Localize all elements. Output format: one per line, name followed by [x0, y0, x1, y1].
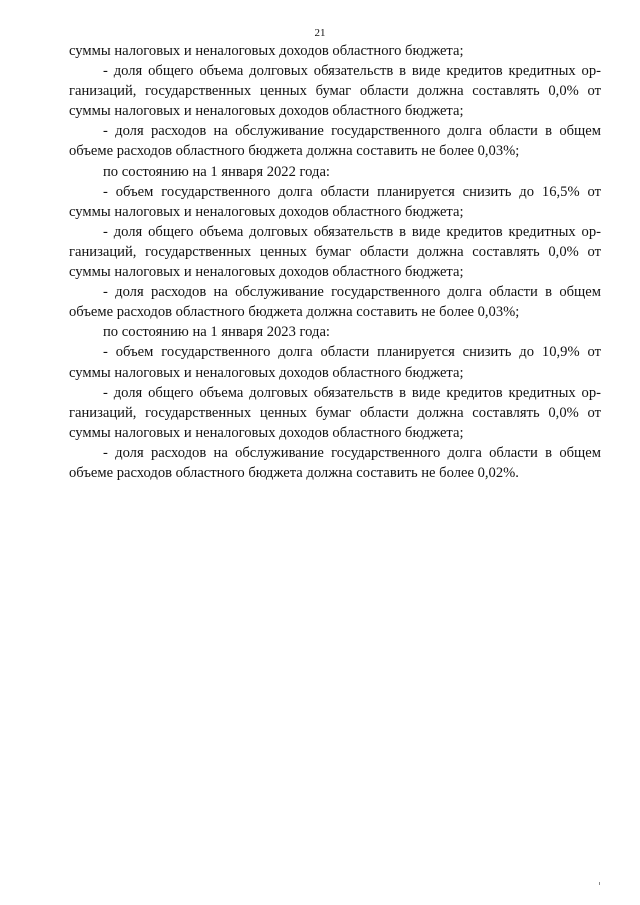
paragraph-item: - доля общего объема долговых обязательств в виде кредитов кредитных организаций, государственных ценных бумаг области должна составлять 0,0% от суммы налоговых и неналоговых доходов областного бюджета;: [69, 223, 601, 281]
paragraph-continuation: суммы налоговых и неналоговых доходов областного бюджета;: [69, 43, 464, 59]
paragraph-item: - объем государственного долга области планируется снизить до 16,5% от суммы налоговых и неналоговых доходов областного бюджета;: [69, 183, 601, 220]
paragraph-item: - объем государственного долга области планируется снизить до 10,9% от суммы налоговых и неналоговых доходов областного бюджета;: [69, 344, 601, 381]
page-number: 21: [314, 27, 326, 39]
paragraph-item: - доля расходов на обслуживание государственного долга области в общем объеме расходов областного бюджета должна составить не более 0,02%.: [69, 444, 601, 481]
document-body: [69, 41, 601, 483]
paragraph-date-heading: по состоянию на 1 января 2022 года:: [103, 163, 330, 180]
paragraph-date-heading: по состоянию на 1 января 2023 года:: [103, 324, 330, 341]
paragraph-item: - доля расходов на обслуживание государственного долга области в общем объеме расходов областного бюджета должна составить не более 0,03%;: [69, 284, 601, 321]
paragraph-item: - доля общего объема долговых обязательств в виде кредитов кредитных организаций, государственных ценных бумаг области должна составлять 0,0% от суммы налоговых и неналоговых доходов областного бюджета;: [69, 384, 601, 441]
paragraph-item: - доля общего объема долговых обязательств в виде кредитов кредитных организаций, государственных ценных бумаг области должна составлять 0,0% от суммы налоговых и неналоговых доходов областного бюджета;: [69, 63, 601, 120]
paragraph-item: - доля расходов на обслуживание государственного долга области в общем объеме расходов областного бюджета должна составить не более 0,03%;: [69, 123, 601, 160]
scan-mark: [599, 882, 600, 885]
